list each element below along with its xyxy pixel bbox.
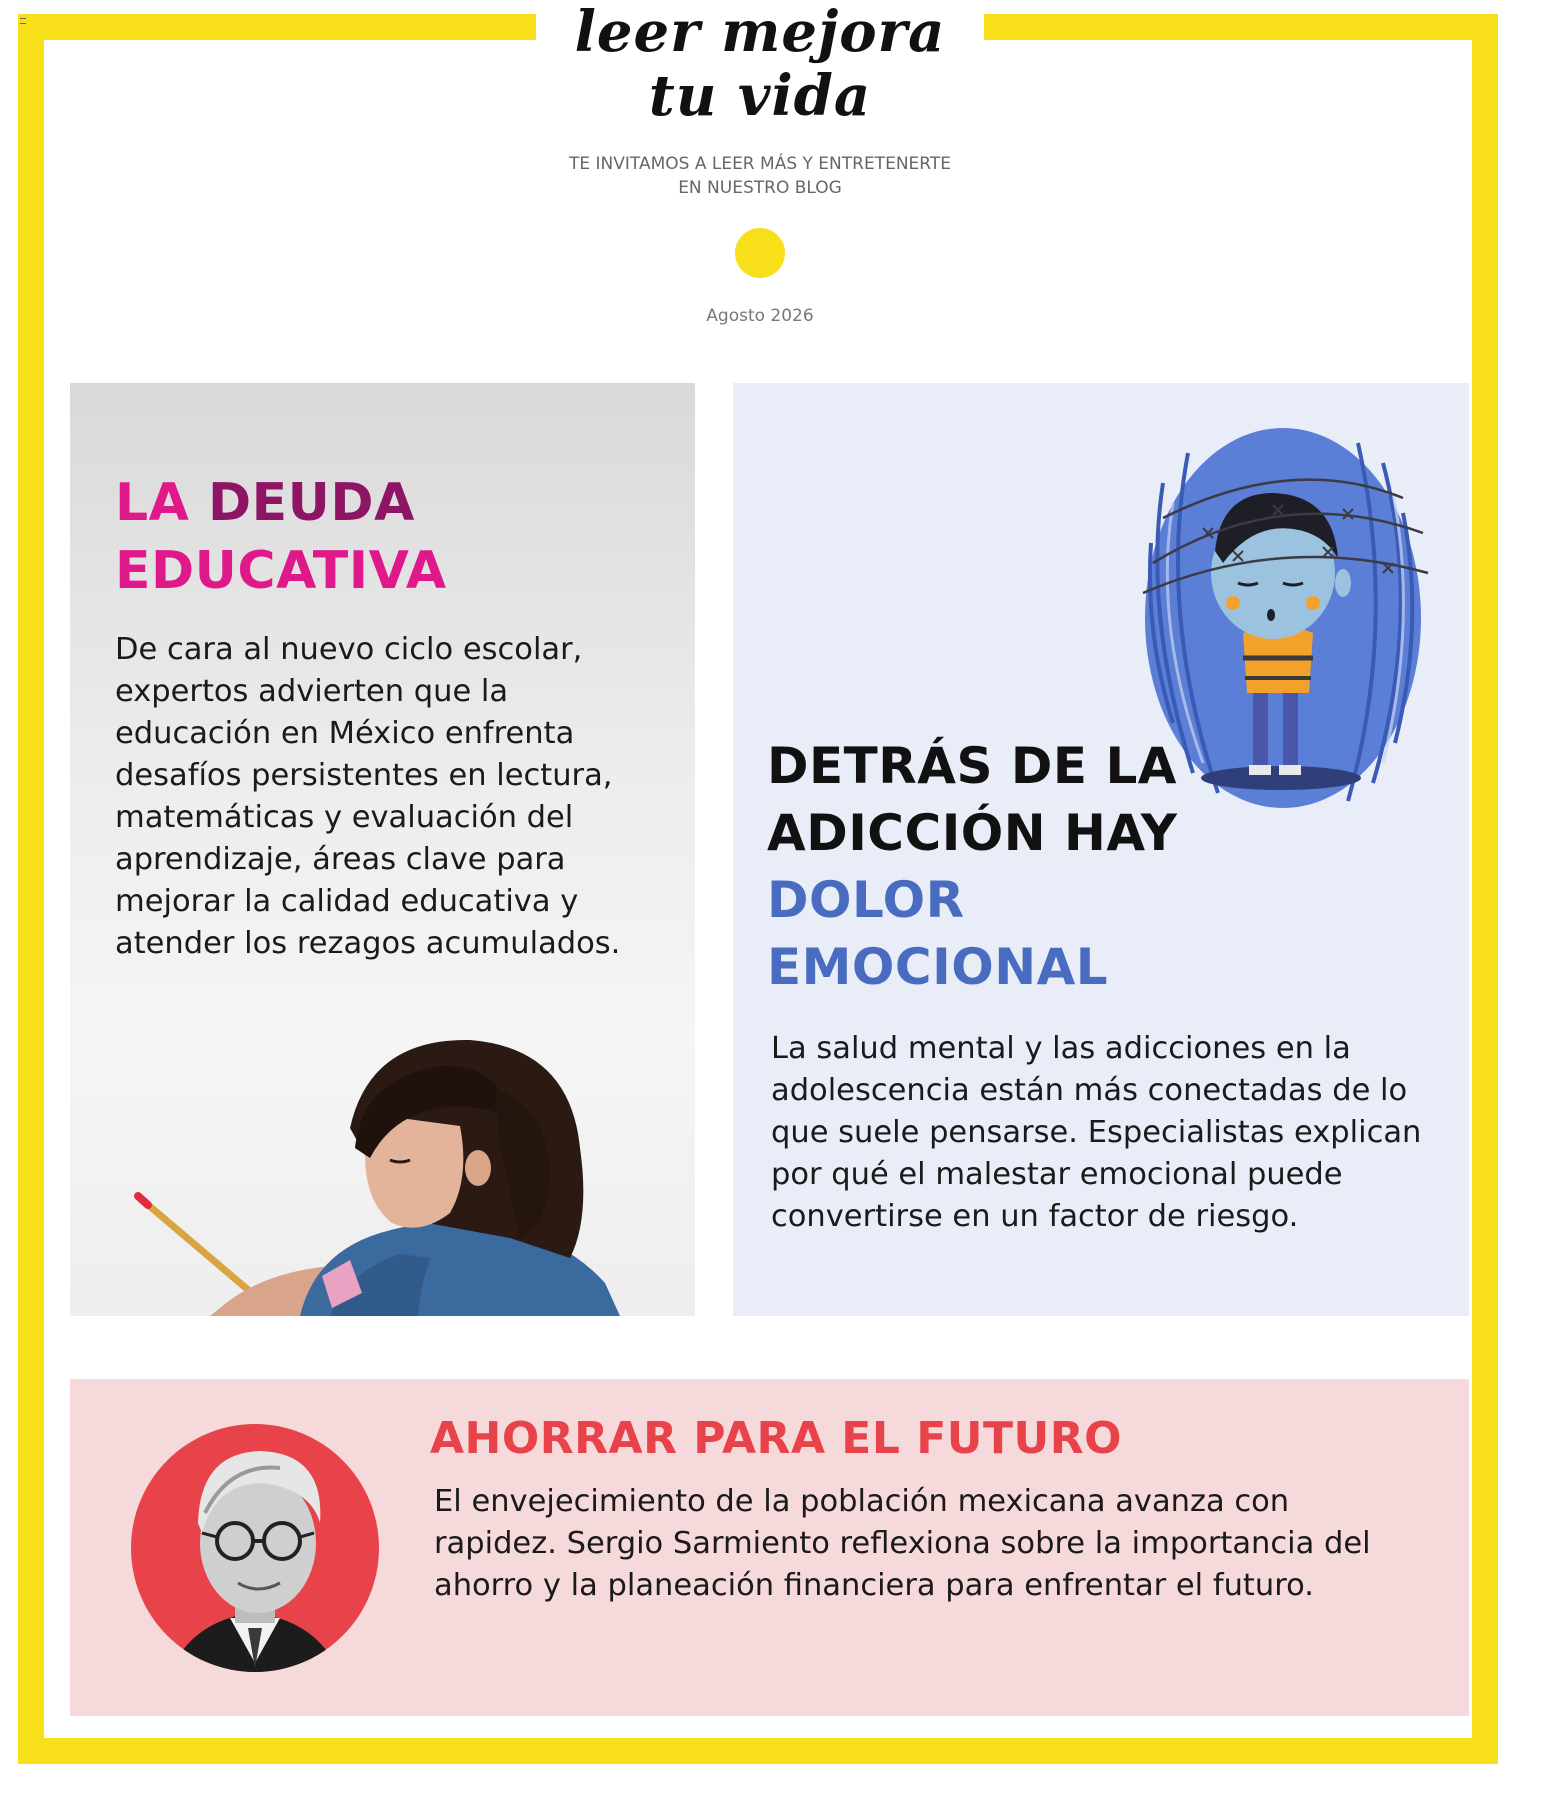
- article-summary: La salud mental y las adicciones en la adolescencia están más conectadas de lo que suele pensarse. Especialistas explican por qué el malestar emocional puede convertirse en un factor de riesgo.: [771, 1031, 1422, 1234]
- masthead-subtitle: [536, 152, 984, 200]
- article-card-deuda-educativa[interactable]: [70, 383, 695, 1316]
- article-card-adiccion[interactable]: [733, 383, 1469, 1316]
- heading-word: EDUCATIVA: [115, 541, 447, 601]
- girl-writing-photo: [100, 1008, 670, 1316]
- article-summary: El envejecimiento de la población mexicana avanza con rapidez. Sergio Sarmiento reflexiona sobre la importancia del ahorro y la planeación financiera para enfrentar el futuro.: [434, 1484, 1371, 1603]
- masthead-title: [536, 0, 984, 128]
- heading-part-dark: DETRÁS DE LA ADICCIÓN HAY: [767, 737, 1178, 862]
- masthead-title-line1: leer mejora: [574, 0, 946, 65]
- issue-date: Agosto 2026: [706, 306, 814, 326]
- heading-word: LA: [115, 473, 190, 533]
- author-portrait-photo: [130, 1423, 380, 1673]
- masthead: [536, 0, 984, 326]
- article-heading: [115, 469, 675, 605]
- masthead-subtitle-line1: TE INVITAMOS A LEER MÁS Y ENTRETENERTE: [568, 154, 951, 174]
- masthead-title-line2: tu vida: [648, 63, 872, 129]
- article-heading: [767, 733, 1207, 1001]
- article-heading: AHORRAR PARA EL FUTURO: [430, 1413, 1123, 1464]
- article-summary: De cara al nuevo ciclo escolar, expertos advierten que la educación en México enfrenta desafíos persistentes en lectura, matemáticas y evaluación del aprendizaje, áreas clave para mejorar la calidad educativa y atender los rezagos acumulados.: [115, 632, 621, 961]
- heading-part-blue: DOLOR EMOCIONAL: [767, 871, 1109, 996]
- masthead-subtitle-line2: EN NUESTRO BLOG: [678, 178, 842, 198]
- corner-mark-icon: [20, 18, 26, 24]
- heading-word: DEUDA: [208, 473, 415, 533]
- article-card-ahorro[interactable]: [70, 1379, 1469, 1716]
- yellow-dot-icon: [735, 228, 785, 278]
